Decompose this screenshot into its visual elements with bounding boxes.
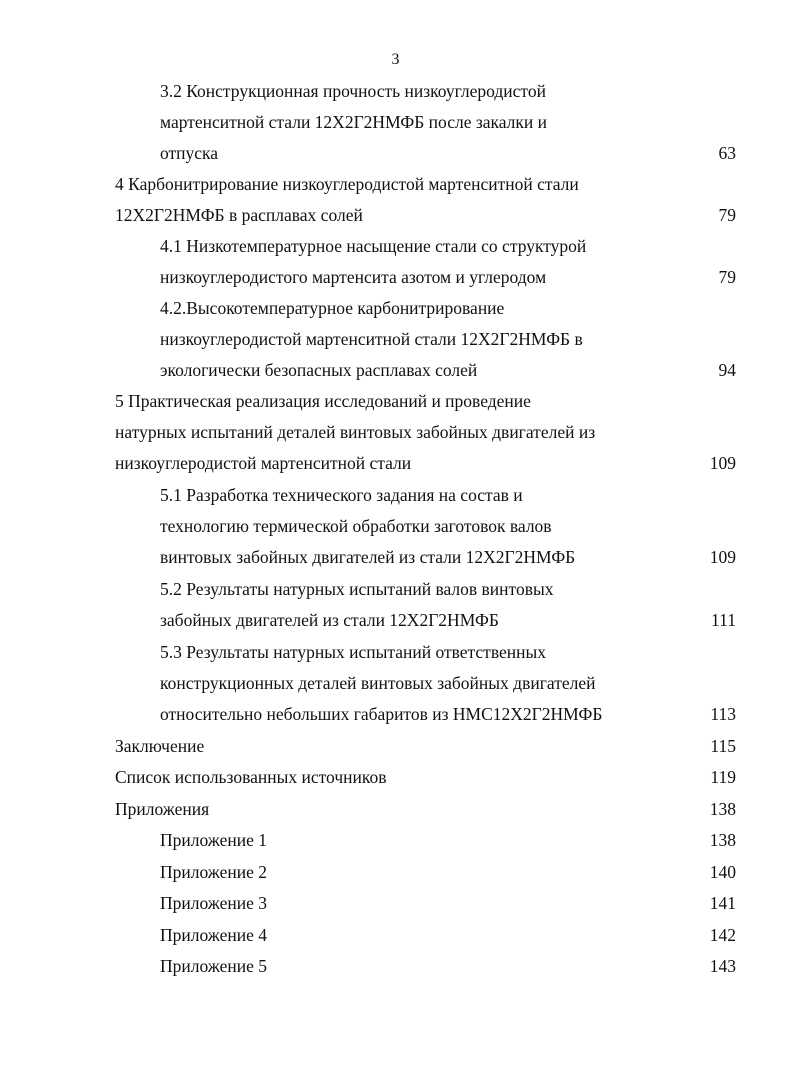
toc-entry-page: 79 [718, 267, 736, 287]
toc-entry-text: 4.1 Низкотемпературное насыщение стали со структурой [160, 236, 587, 256]
toc-line [0, 417, 791, 448]
toc-entry-text: 5.1 Разработка технического задания на состав и [160, 485, 523, 505]
toc-entry-page: 63 [718, 143, 736, 163]
toc-entry-text: Приложения [115, 799, 210, 819]
toc-line-4 [0, 169, 791, 200]
toc-entry-text: относительно небольших габаритов из НМС12Х2Г2НМФБ [160, 704, 603, 724]
toc-line-appendix-5 [0, 951, 791, 982]
toc-entry-page: 142 [709, 925, 736, 945]
toc-entry-text: Приложение 2 [160, 862, 268, 882]
toc-entry-page: 140 [709, 862, 736, 882]
toc-line-5 [0, 386, 791, 417]
toc-line [0, 699, 791, 730]
toc-entry-text: низкоуглеродистой мартенситной стали 12Х2Г2НМФБ в [160, 329, 583, 349]
toc-line-4-2 [0, 293, 791, 324]
toc-entry-page: 138 [709, 830, 736, 850]
toc-line-appendix-3 [0, 888, 791, 919]
toc-line-appendices [0, 794, 791, 825]
toc-line-3-2 [0, 76, 791, 107]
toc-entry-text: 5.2 Результаты натурных испытаний валов винтовых [160, 579, 554, 599]
page-number: 3 [391, 51, 400, 68]
toc-line [0, 511, 791, 542]
toc-entry-text: 12Х2Г2НМФБ в расплавах солей [115, 205, 363, 225]
toc-entry-text: 3.2 Конструкционная прочность низкоуглеродистой [160, 81, 546, 101]
toc-entry-text: 4.2.Высокотемпературное карбонитрирование [160, 298, 505, 318]
toc-entry-text: Список использованных источников [115, 767, 387, 787]
toc-entry-text: низкоуглеродистой мартенситной стали [115, 453, 412, 473]
toc-line-4-1 [0, 231, 791, 262]
toc-line-conclusion [0, 731, 791, 762]
toc-entry-page: 94 [718, 360, 736, 380]
toc-entry-text: 4 Карбонитрирование низкоуглеродистой мартенситной стали [115, 174, 579, 194]
toc-line-5-3 [0, 637, 791, 668]
toc-entry-text: 5 Практическая реализация исследований и проведение [115, 391, 531, 411]
toc-line-5-1 [0, 480, 791, 511]
toc-entry-text: Приложение 4 [160, 925, 268, 945]
toc-line [0, 448, 791, 479]
toc-entry-text: Приложение 5 [160, 956, 268, 976]
toc-entry-text: мартенситной стали 12Х2Г2НМФБ после закалки и [160, 112, 548, 132]
toc-entry-text: экологически безопасных расплавах солей [160, 360, 478, 380]
toc-line [0, 200, 791, 231]
toc-entry-text: Приложение 1 [160, 830, 268, 850]
toc-entry-page: 119 [710, 767, 736, 787]
toc-line [0, 668, 791, 699]
toc-entry-text: Заключение [115, 736, 205, 756]
toc-entry-text: натурных испытаний деталей винтовых забойных двигателей из [115, 422, 596, 442]
toc-entry-page: 109 [709, 547, 736, 567]
toc-entry-page: 115 [710, 736, 736, 756]
toc-line-references [0, 762, 791, 793]
toc-entry-text: технологию термической обработки заготовок валов [160, 516, 552, 536]
toc-entry-text: 5.3 Результаты натурных испытаний ответственных [160, 642, 546, 662]
toc-line [0, 262, 791, 293]
toc-entry-page: 113 [710, 704, 736, 724]
toc-line [0, 355, 791, 386]
toc-entry-text: конструкционных деталей винтовых забойных двигателей [160, 673, 596, 693]
toc-entry-page: 79 [718, 205, 736, 225]
toc-entry-text: отпуска [160, 143, 219, 163]
toc-entry-page: 143 [709, 956, 736, 976]
toc-entry-page: 138 [709, 799, 736, 819]
toc-line [0, 107, 791, 138]
toc-entry-text: забойных двигателей из стали 12Х2Г2НМФБ [160, 610, 499, 630]
toc-entry-text: Приложение 3 [160, 893, 268, 913]
toc-line [0, 542, 791, 573]
toc-entry-page: 111 [711, 610, 736, 630]
toc-entry-text: винтовых забойных двигателей из стали 12Х2Г2НМФБ [160, 547, 576, 567]
toc-line [0, 605, 791, 636]
toc-entry-page: 141 [709, 893, 736, 913]
toc-line-appendix-4 [0, 920, 791, 951]
toc-line-5-2 [0, 574, 791, 605]
toc-entry-page: 109 [709, 453, 736, 473]
toc-entry-text: низкоуглеродистого мартенсита азотом и углеродом [160, 267, 547, 287]
toc-line [0, 324, 791, 355]
toc-line [0, 138, 791, 169]
toc-line-appendix-2 [0, 857, 791, 888]
toc-line-appendix-1 [0, 825, 791, 856]
